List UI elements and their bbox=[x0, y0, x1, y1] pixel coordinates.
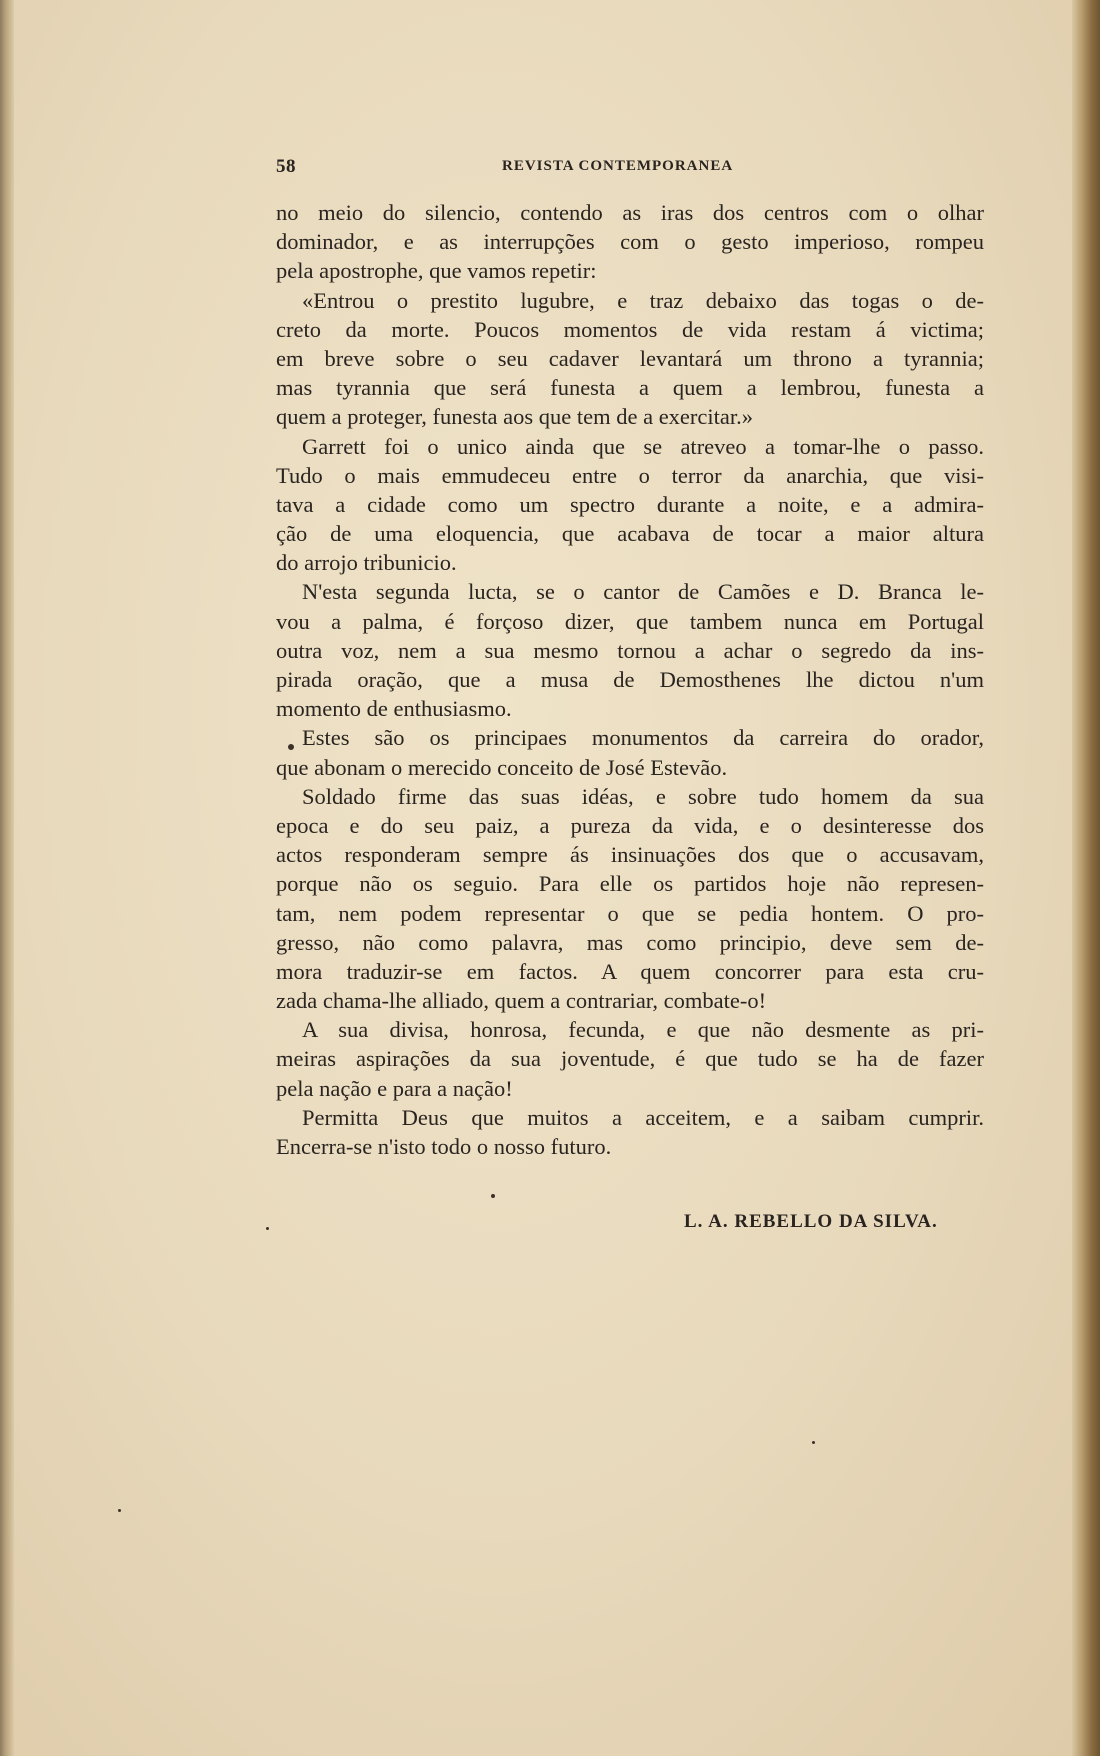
text-line: Permitta Deus que muitos a acceitem, e a saibam cumprir. bbox=[302, 1104, 984, 1130]
author-signature: L. A. REBELLO DA SILVA. bbox=[684, 1211, 938, 1232]
text-line: quem a proteger, funesta aos que tem de a exercitar.» bbox=[276, 404, 754, 430]
text-line: pela apostrophe, que vamos repetir: bbox=[276, 258, 597, 284]
text-line: pela nação e para a nação! bbox=[276, 1075, 513, 1101]
text-line: em breve sobre o seu cadaver levantará um throno a tyrannia; bbox=[276, 345, 984, 371]
page-header bbox=[276, 156, 896, 182]
text-line: Garrett foi o unico ainda que se atreveo a tomar-lhe o passo. bbox=[302, 433, 984, 459]
running-title: REVISTA CONTEMPORANEA bbox=[502, 158, 734, 174]
text-line: N'esta segunda lucta, se o cantor de Camões e D. Branca le- bbox=[302, 579, 984, 605]
text-line: meiras aspirações da sua joventude, é que tudo se ha de fazer bbox=[276, 1046, 984, 1072]
text-line: que abonam o merecido conceito de José Estevão. bbox=[276, 754, 728, 780]
text-line: tam, nem podem representar o que se pedia hontem. O pro- bbox=[276, 900, 984, 926]
ink-speck bbox=[812, 1441, 815, 1444]
text-line: zada chama-lhe alliado, quem a contrariar, combate-o! bbox=[276, 988, 767, 1014]
text-line: mora traduzir-se em factos. A quem concorrer para esta cru- bbox=[276, 958, 984, 984]
text-line: Soldado firme das suas idéas, e sobre tudo homem da sua bbox=[302, 783, 984, 809]
text-line: ção de uma eloquencia, que acabava de tocar a maior altura bbox=[276, 521, 984, 547]
ink-speck bbox=[491, 1194, 495, 1198]
text-line: A sua divisa, honrosa, fecunda, e que não desmente as pri- bbox=[302, 1017, 984, 1043]
text-line: outra voz, nem a sua mesmo tornou a achar o segredo da ins- bbox=[276, 637, 984, 663]
text-line: dominador, e as interrupções com o gesto imperioso, rompeu bbox=[276, 229, 984, 255]
text-line: do arrojo tribunicio. bbox=[276, 550, 457, 576]
page-gutter-shadow bbox=[0, 0, 14, 1756]
ink-speck bbox=[118, 1509, 121, 1512]
text-line: momento de enthusiasmo. bbox=[276, 696, 512, 722]
text-line: epoca e do seu paiz, a pureza da vida, e o desinteresse dos bbox=[276, 812, 984, 838]
text-line: pirada oração, que a musa de Demosthenes lhe dictou n'um bbox=[276, 667, 984, 692]
page-edge-shadow bbox=[1072, 0, 1100, 1756]
text-line: Estes são os principaes monumentos da carreira do orador, bbox=[302, 725, 984, 751]
text-line: Encerra-se n'isto todo o nosso futuro. bbox=[276, 1134, 612, 1159]
ink-speck bbox=[266, 1227, 269, 1230]
text-line: «Entrou o prestito lugubre, e traz debaixo das togas o de- bbox=[302, 287, 984, 313]
ink-speck bbox=[288, 744, 294, 750]
text-line: gresso, não como palavra, mas como principio, deve sem de- bbox=[276, 929, 984, 955]
text-line: actos responderam sempre ás insinuações dos que o accusavam, bbox=[276, 842, 984, 868]
body-text bbox=[276, 198, 984, 1161]
page-number: 58 bbox=[276, 156, 296, 177]
text-line: tava a cidade como um spectro durante a noite, e a admira- bbox=[276, 491, 984, 517]
text-line: Tudo o mais emmudeceu entre o terror da anarchia, que visi- bbox=[276, 462, 984, 488]
text-line: creto da morte. Poucos momentos de vida restam á victima; bbox=[276, 316, 984, 342]
text-line: no meio do silencio, contendo as iras dos centros com o olhar bbox=[276, 200, 984, 225]
text-line: porque não os seguio. Para elle os partidos hoje não represen- bbox=[276, 871, 984, 897]
text-line: mas tyrannia que será funesta a quem a lembrou, funesta a bbox=[276, 375, 984, 401]
text-line: vou a palma, é forçoso dizer, que tambem nunca em Portugal bbox=[276, 608, 984, 634]
